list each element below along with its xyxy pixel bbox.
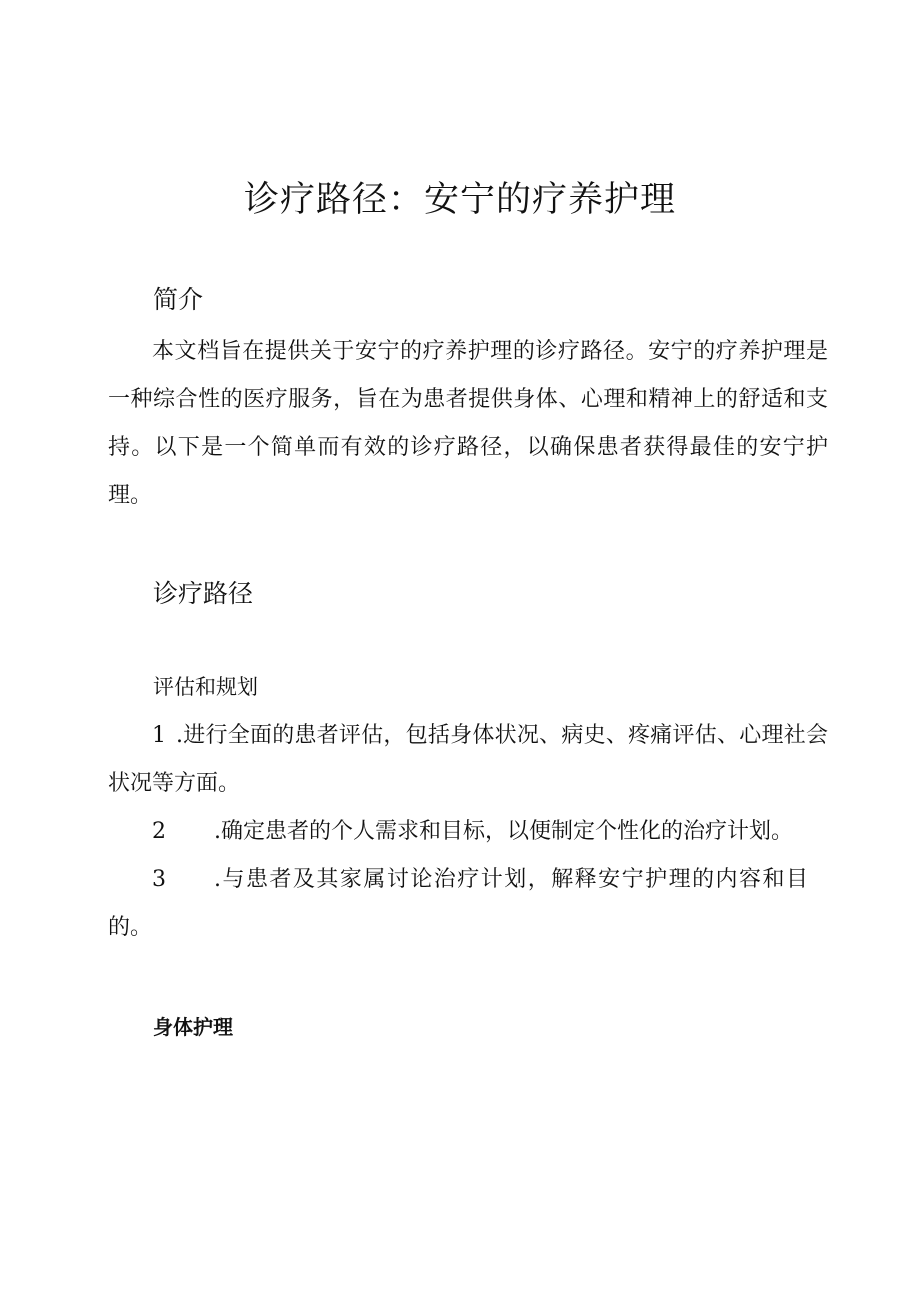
subsection-heading-assessment: 评估和规划 (153, 675, 258, 699)
section-heading-intro: 简介 (153, 285, 204, 314)
list-item-number: 1 (152, 723, 166, 748)
list-item-text: .与患者及其家属讨论治疗计划，解释安宁护理的内容和目的。 (108, 867, 808, 940)
list-item (108, 712, 828, 808)
list-item (108, 856, 808, 952)
list-item (108, 808, 828, 856)
page-title: 诊疗路径：安宁的疗养护理 (243, 180, 676, 220)
list-item-text: .确定患者的个人需求和目标，以便制定个性化的治疗计划。 (214, 819, 793, 844)
list-item-number: 2 (152, 819, 166, 844)
subsection-heading-physical: 身体护理 (153, 1015, 233, 1039)
intro-paragraph: 本文档旨在提供关于安宁的疗养护理的诊疗路径。安宁的疗养护理是一种综合性的医疗服务，旨在为患者提供身体、心理和精神上的舒适和支持。以下是一个简单而有效的诊疗路径，以确保患者获得最佳的安宁护理。 (108, 339, 828, 508)
list-item-text: .进行全面的患者评估，包括身体状况、病史、疼痛评估、心理社会状况等方面。 (108, 723, 828, 796)
section-heading-pathway: 诊疗路径 (153, 579, 254, 608)
list-item-number: 3 (152, 867, 166, 892)
